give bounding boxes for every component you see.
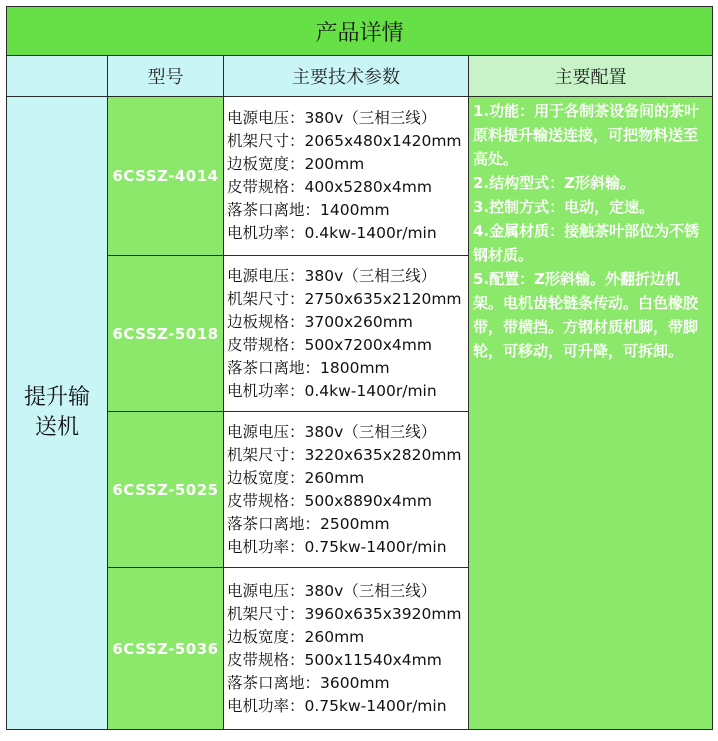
param-line: 电机功率：0.4kw-1400r/min bbox=[227, 381, 437, 400]
config-cell bbox=[469, 97, 713, 730]
param-line: 电机功率：0.75kw-1400r/min bbox=[227, 537, 447, 556]
model-cell: 6CSSZ-5025 bbox=[108, 412, 224, 568]
param-line: 边板规格：3700x260mm bbox=[227, 312, 413, 331]
param-line: 皮带规格：400x5280x4mm bbox=[227, 178, 432, 196]
header-blank bbox=[7, 56, 108, 97]
param-line: 皮带规格：500x7200x4mm bbox=[227, 335, 432, 354]
param-line: 机架尺寸：2065x480x1420mm bbox=[227, 132, 462, 150]
model-cell: 6CSSZ-5036 bbox=[108, 568, 224, 730]
model-cell: 6CSSZ-5018 bbox=[108, 256, 224, 412]
param-line: 皮带规格：500x8890x4mm bbox=[227, 491, 432, 510]
config-item: 2.结构型式：Z形斜输。 bbox=[473, 174, 636, 192]
param-line: 机架尺寸：3960x635x3920mm bbox=[227, 604, 462, 623]
params-cell bbox=[224, 256, 469, 412]
header-model: 型号 bbox=[108, 56, 224, 97]
params-cell bbox=[224, 412, 469, 568]
param-line: 机架尺寸：2750x635x2120mm bbox=[227, 289, 462, 308]
param-line: 电机功率：0.4kw-1400r/min bbox=[227, 224, 437, 242]
param-line: 落茶口离地：3600mm bbox=[227, 673, 390, 692]
config-item: 1.功能：用于各制茶设备间的茶叶原料提升输送连接，可把物料送至高处。 bbox=[473, 102, 700, 168]
param-line: 落茶口离地：2500mm bbox=[227, 514, 390, 533]
param-line: 电源电压：380v（三相三线） bbox=[227, 581, 437, 600]
param-line: 皮带规格：500x11540x4mm bbox=[227, 650, 442, 669]
param-line: 电机功率：0.75kw-1400r/min bbox=[227, 696, 447, 715]
config-item: 3.控制方式：电动，定速。 bbox=[473, 198, 655, 216]
param-line: 落茶口离地：1400mm bbox=[227, 201, 390, 219]
params-cell bbox=[224, 97, 469, 256]
param-line: 电源电压：380v（三相三线） bbox=[227, 109, 437, 127]
model-cell: 6CSSZ-4014 bbox=[108, 97, 224, 256]
header-params: 主要技术参数 bbox=[224, 56, 469, 97]
product-spec-table bbox=[6, 6, 713, 730]
params-cell bbox=[224, 568, 469, 730]
param-line: 边板宽度：200mm bbox=[227, 155, 365, 173]
param-line: 落茶口离地：1800mm bbox=[227, 358, 390, 377]
header-config: 主要配置 bbox=[469, 56, 713, 97]
table-title: 产品详情 bbox=[7, 7, 713, 56]
param-line: 电源电压：380v（三相三线） bbox=[227, 422, 437, 441]
param-line: 边板宽度：260mm bbox=[227, 627, 365, 646]
param-line: 边板宽度：260mm bbox=[227, 468, 365, 487]
machine-name: 提升输送机 bbox=[7, 97, 108, 730]
config-item: 4.金属材质：接触茶叶部位为不锈钢材质。 bbox=[473, 222, 700, 264]
param-line: 机架尺寸：3220x635x2820mm bbox=[227, 445, 462, 464]
param-line: 电源电压：380v（三相三线） bbox=[227, 266, 437, 285]
config-item: 5.配置：Z形斜输。外翻折边机架。电机齿轮链条传动。白色橡胶带，带横挡。方钢材质机脚，带脚轮，可移动，可升降，可拆卸。 bbox=[473, 270, 699, 360]
